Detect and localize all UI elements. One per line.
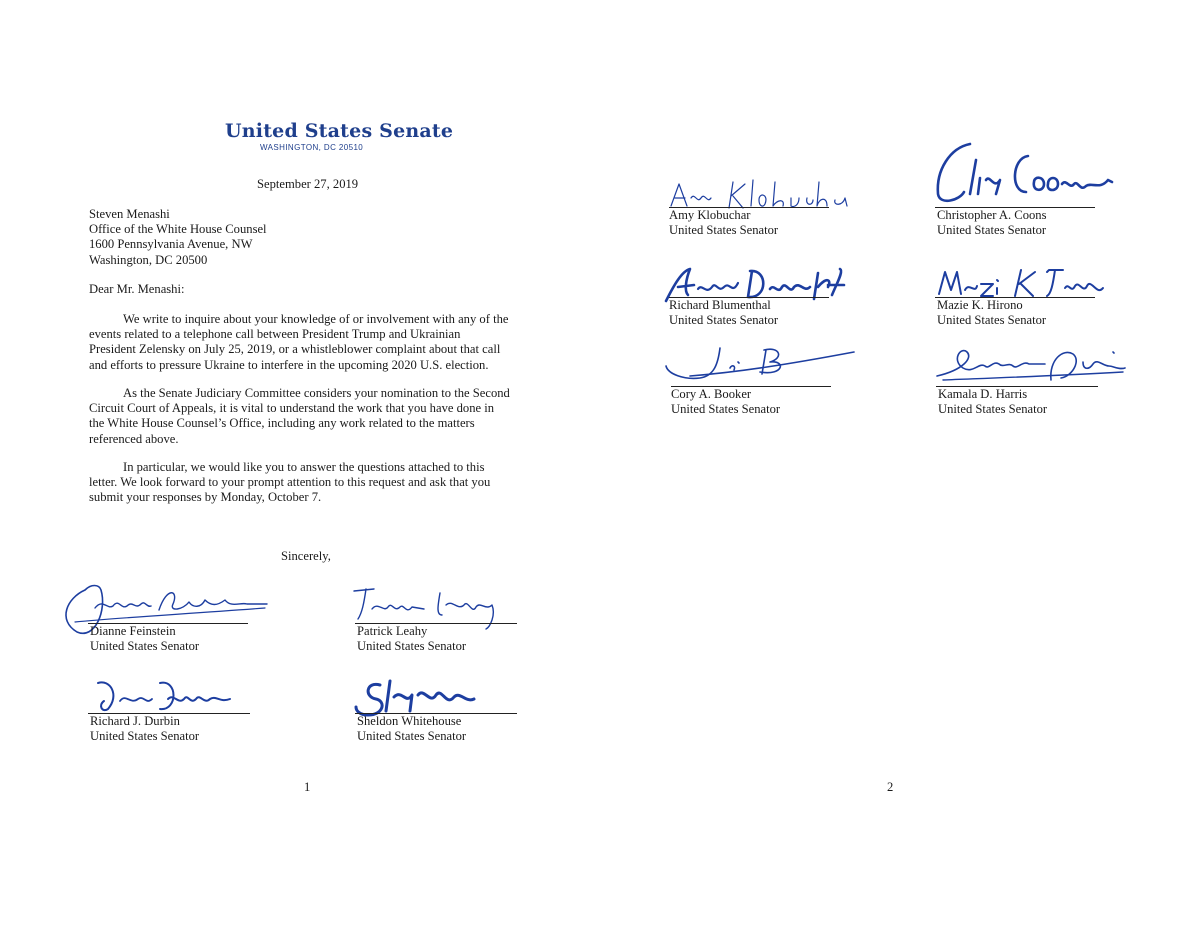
signer-title: United States Senator [937, 223, 1047, 237]
paragraph-line: submit your responses by Monday, October 7. [89, 490, 322, 505]
paragraph-line: referenced above. [89, 431, 179, 446]
paragraph-line: events related to a telephone call between President Trump and Ukrainian [89, 327, 461, 342]
address-line: Office of the White House Counsel [89, 222, 267, 237]
letter-date: September 27, 2019 [257, 177, 359, 191]
letterhead-title: United States Senate [225, 120, 454, 142]
body-paragraph-2 [89, 386, 510, 447]
signer-name: Patrick Leahy [357, 624, 428, 638]
signer-title: United States Senator [669, 223, 779, 237]
address-line: Washington, DC 20500 [89, 252, 208, 267]
signer-title: United States Senator [669, 313, 779, 327]
signer-name: Dianne Feinstein [90, 624, 176, 638]
salutation: Dear Mr. Menashi: [89, 282, 185, 296]
paragraph-line: President Zelensky on July 25, 2019, or a whistleblower complaint about that call [89, 342, 501, 357]
paragraph-line: letter. We look forward to your prompt attention to this request and ask that you [89, 475, 491, 490]
paragraph-line: and efforts to pressure Ukraine to interfere in the upcoming 2020 U.S. election. [89, 357, 489, 372]
paragraph-line: the White House Counsel’s Office, including any work related to the matters [89, 416, 475, 431]
signer-title: United States Senator [90, 639, 200, 653]
page-number: 1 [304, 780, 311, 794]
signer-title: United States Senator [357, 639, 467, 653]
signer-name: Amy Klobuchar [669, 208, 751, 222]
signer-name: Kamala D. Harris [938, 387, 1028, 401]
paragraph-line: We write to inquire about your knowledge of or involvement with any of the [123, 312, 509, 326]
signer-title: United States Senator [937, 313, 1047, 327]
signature-coons [930, 140, 1115, 210]
signer-name: Cory A. Booker [671, 387, 752, 401]
signer-name: Richard J. Durbin [90, 714, 180, 728]
signer-title: United States Senator [671, 402, 781, 416]
signer-name: Christopher A. Coons [937, 208, 1047, 222]
paragraph-line: As the Senate Judiciary Committee considers your nomination to the Second [123, 386, 510, 400]
recipient-address [89, 207, 267, 268]
signer-title: United States Senator [90, 729, 200, 743]
signer-name: Mazie K. Hirono [937, 298, 1023, 312]
closing: Sincerely, [281, 549, 331, 563]
body-paragraph-3 [89, 460, 490, 506]
signer-title: United States Senator [357, 729, 467, 743]
letterhead-subtitle: WASHINGTON, DC 20510 [260, 143, 364, 152]
signer-title: United States Senator [938, 402, 1048, 416]
signer-name: Richard Blumenthal [669, 298, 771, 312]
body-paragraph-1 [89, 312, 508, 373]
address-line: Steven Menashi [89, 207, 170, 221]
paragraph-line: Circuit Court of Appeals, it is vital to understand the work that you have done in [89, 401, 495, 416]
letter-page-2 [605, 0, 1200, 927]
address-line: 1600 Pennsylvania Avenue, NW [89, 237, 253, 252]
page-number: 2 [887, 780, 894, 794]
paragraph-line: In particular, we would like you to answer the questions attached to this [123, 460, 485, 474]
signer-name: Sheldon Whitehouse [357, 714, 462, 728]
